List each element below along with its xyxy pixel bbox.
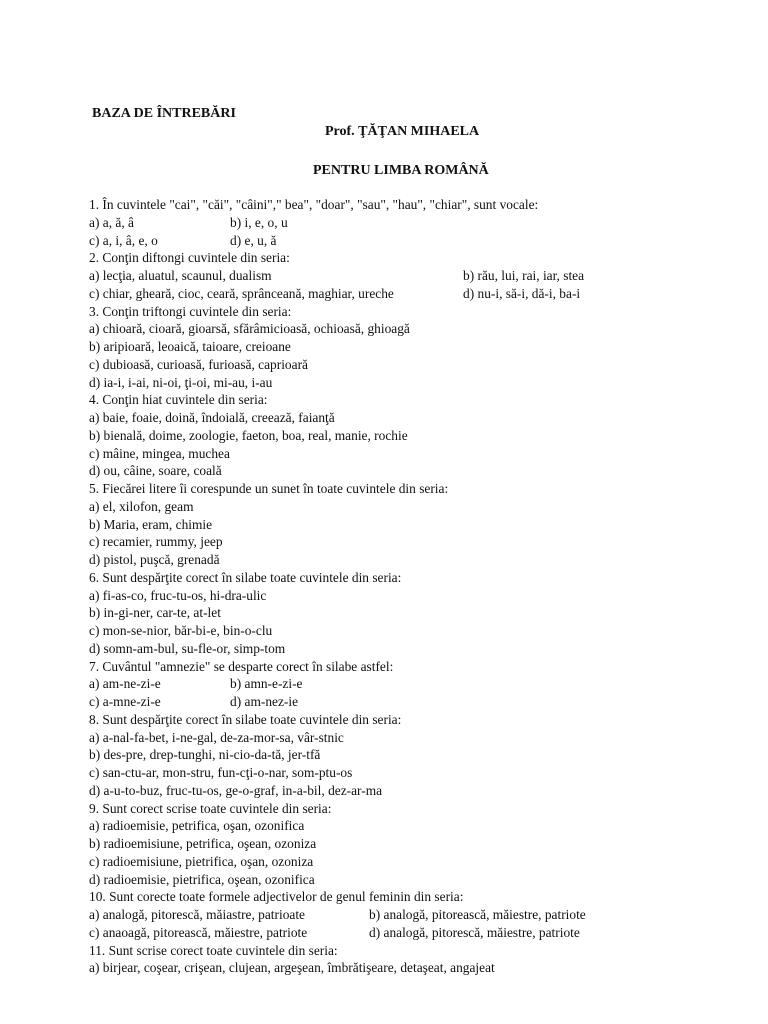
text-line: [89, 587, 729, 605]
text-line: [89, 640, 729, 658]
text-line: [89, 214, 729, 232]
line-text: a) baie, foaie, doină, îndoială, creează, faianţă: [89, 410, 335, 425]
text-line: [89, 782, 729, 800]
author-line: Prof. ŢĂŢAN MIHAELA: [325, 124, 480, 139]
text-line: [89, 942, 729, 960]
line-text: d) ou, câine, soare, coală: [89, 463, 222, 479]
text-line: [89, 871, 729, 889]
line-text-column-2: b) rău, lui, rai, iar, stea: [463, 268, 585, 283]
line-text: b) bienală, doime, zoologie, faeton, boa, real, manie, rochie: [89, 427, 408, 443]
line-text: d) ia-i, i-ai, ni-oi, ţi-oi, mi-au, i-au: [89, 374, 273, 390]
text-line: [89, 338, 729, 356]
text-line: [89, 516, 729, 534]
text-line: [89, 604, 729, 622]
line-text: c) chiar, gheară, cioc, ceară, sprânceană, maghiar, ureche: [89, 285, 394, 301]
line-text: a) radioemisie, petrifica, oşan, ozonifica: [89, 818, 305, 834]
line-text: 6. Sunt despărţite corect în silabe toate cuvintele din seria:: [89, 569, 402, 585]
line-text-column-2: b) i, e, o, u: [230, 214, 288, 230]
line-text: d) a-u-to-buz, fruc-tu-os, ge-o-graf, in-a-bil, dez-ar-ma: [89, 782, 383, 798]
line-text: b) des-pre, drep-tunghi, ni-cio-da-tă, jer-tfă: [89, 747, 321, 763]
line-text: c) a-mne-zi-e: [89, 694, 161, 709]
text-line: [89, 196, 729, 214]
line-text: d) pistol, puşcă, grenadă: [89, 552, 220, 567]
line-text: a) analogă, pitorescă, măiastre, patrioate: [89, 907, 306, 922]
line-text: a) el, xilofon, geam: [89, 498, 194, 514]
text-line: [89, 746, 729, 764]
text-line: [89, 533, 729, 551]
text-line: [89, 427, 729, 445]
line-text: c) recamier, rummy, jeep: [89, 534, 223, 550]
line-text: c) mon-se-nior, băr-bi-e, bin-o-clu: [89, 623, 273, 638]
text-line: [89, 249, 729, 267]
text-line: [89, 267, 729, 285]
line-text: a) a-nal-fa-bet, i-ne-gal, de-za-mor-sa, vâr-stnic: [89, 729, 344, 745]
line-text: 1. În cuvintele "cai", "căi", "câini"," bea", "doar", "sau", "hau", "chiar", sunt vocale:: [89, 197, 539, 212]
line-text: b) aripioară, leoaică, taioare, creioane: [89, 339, 291, 354]
line-text: b) radioemisiune, petrifica, oşean, ozoniza: [89, 836, 317, 851]
text-line: [89, 800, 729, 818]
text-line: [89, 622, 729, 640]
line-text-column-2: b) analogă, pitorească, măiestre, patriote: [369, 907, 586, 922]
text-line: [89, 551, 729, 569]
line-text: a) fi-as-co, fruc-tu-os, hi-dra-ulic: [89, 587, 267, 603]
text-line: [89, 480, 729, 498]
text-line: [89, 569, 729, 587]
line-text: 10. Sunt corecte toate formele adjectivelor de genul feminin din seria:: [89, 889, 464, 905]
line-text: c) radioemisiune, pietrifica, oşan, ozoniza: [89, 853, 314, 869]
text-line: [89, 232, 729, 250]
question-list: [89, 196, 729, 977]
text-line: [89, 409, 729, 427]
line-text: b) Maria, eram, chimie: [89, 516, 213, 532]
line-text: 2. Conţin diftongi cuvintele din seria:: [89, 250, 290, 266]
line-text: a) chioară, cioară, gioarsă, sfărâmicioasă, ochioasă, ghioagă: [89, 321, 410, 337]
subject-line: PENTRU LIMBA ROMÂNĂ: [313, 163, 489, 178]
text-line: [89, 445, 729, 463]
text-line: [89, 675, 729, 693]
line-text: c) mâine, mingea, muchea: [89, 445, 230, 461]
text-line: [89, 658, 729, 676]
line-text-column-2: d) am-nez-ie: [230, 694, 299, 709]
text-line: [89, 764, 729, 782]
text-line: [89, 391, 729, 409]
text-line: [89, 285, 729, 303]
document-title: BAZA DE ÎNTREBĂRI: [92, 106, 236, 121]
line-text: 7. Cuvântul "amnezie" se desparte corect în silabe astfel:: [89, 658, 394, 674]
line-text: d) radioemisie, pietrifica, oşean, ozonifica: [89, 871, 315, 887]
line-text-column-2: b) amn-e-zi-e: [230, 676, 303, 692]
text-line: [89, 729, 729, 747]
text-line: [89, 356, 729, 374]
text-line: [89, 498, 729, 516]
text-line: [89, 959, 729, 977]
text-line: [89, 711, 729, 729]
line-text: c) a, i, â, e, o: [89, 232, 158, 248]
text-line: [89, 303, 729, 321]
text-line: [89, 320, 729, 338]
text-line: [89, 374, 729, 392]
line-text: c) anaoagă, pitorească, măiestre, patriote: [89, 924, 308, 940]
line-text: a) am-ne-zi-e: [89, 676, 161, 692]
line-text: 4. Conţin hiat cuvintele din seria:: [89, 392, 268, 408]
line-text: 3. Conţin triftongi cuvintele din seria:: [89, 303, 292, 319]
text-line: [89, 906, 729, 924]
line-text: c) san-ctu-ar, mon-stru, fun-cţi-o-nar, som-ptu-os: [89, 765, 353, 780]
line-text: d) somn-am-bul, su-fle-or, simp-tom: [89, 640, 286, 656]
line-text: 9. Sunt corect scrise toate cuvintele din seria:: [89, 800, 332, 816]
text-line: [89, 693, 729, 711]
line-text: a) birjear, coşear, crişean, clujean, argeşean, îmbrătişeare, detaşeat, angajeat: [89, 960, 495, 976]
line-text: 11. Sunt scrise corect toate cuvintele din seria:: [89, 942, 338, 958]
text-line: [89, 888, 729, 906]
text-line: [89, 817, 729, 835]
line-text: b) in-gi-ner, car-te, at-let: [89, 605, 221, 621]
line-text: a) lecţia, aluatul, scaunul, dualism: [89, 268, 272, 283]
text-line: [89, 853, 729, 871]
line-text-column-2: d) e, u, ă: [230, 232, 277, 248]
line-text: 8. Sunt despărţite corect în silabe toate cuvintele din seria:: [89, 711, 402, 727]
text-line: [89, 462, 729, 480]
line-text: a) a, ă, â: [89, 214, 134, 230]
line-text-column-2: d) analogă, pitorescă, măiestre, patriote: [369, 924, 580, 940]
text-line: [89, 835, 729, 853]
text-line: [89, 924, 729, 942]
line-text: c) dubioasă, curioasă, furioasă, caprioară: [89, 356, 308, 372]
line-text-column-2: d) nu-i, să-i, dă-i, ba-i: [463, 285, 581, 301]
line-text: 5. Fiecărei litere îi corespunde un sunet în toate cuvintele din seria:: [89, 481, 449, 496]
